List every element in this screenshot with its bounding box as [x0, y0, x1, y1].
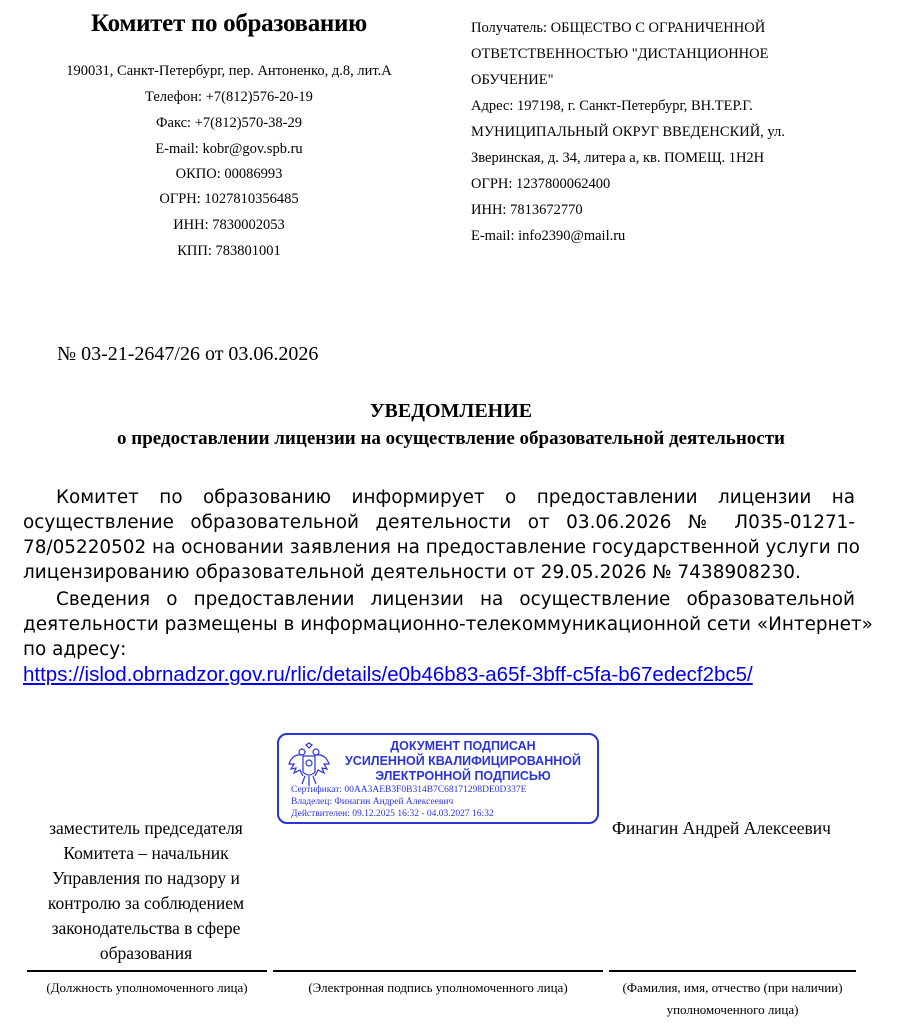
notice-subtitle: о предоставлении лицензии на осуществление образовательной деятельности [117, 428, 785, 449]
signer-name: Финагин Андрей Алексеевич [612, 818, 831, 838]
signer-position-line: заместитель председателя [49, 818, 243, 838]
recipient-line: Зверинская, д. 34, литера а, кв. ПОМЕЩ. 1Н2Н [471, 150, 765, 166]
sender-inn: ИНН: 7830002053 [173, 217, 285, 233]
recipient-email: E-mail: info2390@mail.ru [471, 228, 626, 244]
body-line: Сведения о предоставлении лицензии на осуществление образовательной [56, 589, 855, 610]
name-caption-line2: уполномоченного лица) [666, 1002, 799, 1017]
body-line: по адресу: [23, 639, 127, 660]
sender-ogrn: ОГРН: 1027810356485 [159, 191, 299, 207]
signer-position-line: законодательства в сфере [51, 918, 241, 938]
stamp-validity: Действителен: 09.12.2025 16:32 - 04.03.2027 16:32 [291, 809, 494, 819]
stamp-heading-line: ЭЛЕКТРОННОЙ ПОДПИСЬЮ [375, 769, 551, 783]
position-underline [27, 970, 267, 972]
body-line: лицензированию образовательной деятельности от 29.05.2026 № 7438908230. [23, 562, 801, 583]
name-caption: (Фамилия, имя, отчество (при наличии) [622, 980, 843, 995]
recipient-line: Адрес: 197198, г. Санкт-Петербург, ВН.ТЕР.Г. [471, 98, 753, 114]
sender-fax: Факс: +7(812)570-38-29 [156, 115, 302, 131]
body-line: осуществление образовательной деятельности от 03.06.2026 № Л035-01271- [23, 512, 855, 533]
recipient-ogrn: ОГРН: 1237800062400 [471, 176, 611, 192]
position-caption: (Должность уполномоченного лица) [46, 980, 248, 995]
license-details-link[interactable]: https://islod.obrnadzor.gov.ru/rlic/details/e0b46b83-a65f-3bff-c5fa-b67edecf2bc5/ [23, 663, 753, 686]
signature-underline [273, 970, 603, 972]
body-line: 78/05220502 на основании заявления на предоставление государственной услуги по [23, 537, 860, 558]
sender-address: 190031, Санкт-Петербург, пер. Антоненко, д.8, лит.А [66, 63, 392, 79]
name-underline [609, 970, 856, 972]
recipient-line: Получатель: ОБЩЕСТВО С ОГРАНИЧЕННОЙ [471, 20, 766, 36]
stamp-owner: Владелец: Финагин Андрей Алексеевич [291, 797, 454, 807]
e-signature-stamp [277, 733, 599, 824]
signer-position-line: образования [99, 943, 193, 963]
signer-position-line: Комитета – начальник [63, 843, 229, 863]
sender-email: E-mail: kobr@gov.spb.ru [155, 141, 303, 157]
body-line: деятельности размещены в информационно-телекоммуникационной сети «Интернет» [23, 614, 873, 635]
document-number: № 03-21-2647/26 от 03.06.2026 [57, 343, 319, 365]
stamp-heading-line: УСИЛЕННОЙ КВАЛИФИЦИРОВАННОЙ [345, 754, 581, 768]
signer-position-line: Управления по надзору и [52, 868, 240, 888]
recipient-inn: ИНН: 7813672770 [471, 202, 583, 218]
signature-caption: (Электронная подпись уполномоченного лица) [308, 980, 568, 995]
notice-title: УВЕДОМЛЕНИЕ [369, 400, 533, 422]
recipient-line: ОБУЧЕНИЕ" [471, 72, 554, 88]
recipient-line: ОТВЕТСТВЕННОСТЬЮ "ДИСТАНЦИОННОЕ [471, 46, 769, 62]
signer-position-line: контролю за соблюдением [47, 893, 245, 913]
sender-okpo: ОКПО: 00086993 [175, 166, 283, 182]
coat-of-arms-icon [287, 742, 331, 788]
stamp-certificate: Сертификат: 00AA3AEB3F0B314B7C68171298DE0D337E [291, 785, 527, 795]
body-line: Комитет по образованию информирует о предоставлении лицензии на [56, 487, 855, 508]
stamp-heading-line: ДОКУМЕНТ ПОДПИСАН [390, 739, 536, 753]
sender-org-name: Комитет по образованию [91, 10, 367, 37]
recipient-line: МУНИЦИПАЛЬНЫЙ ОКРУГ ВВЕДЕНСКИЙ, ул. [471, 124, 785, 140]
sender-phone: Телефон: +7(812)576-20-19 [145, 89, 313, 105]
sender-kpp: КПП: 783801001 [177, 243, 281, 259]
